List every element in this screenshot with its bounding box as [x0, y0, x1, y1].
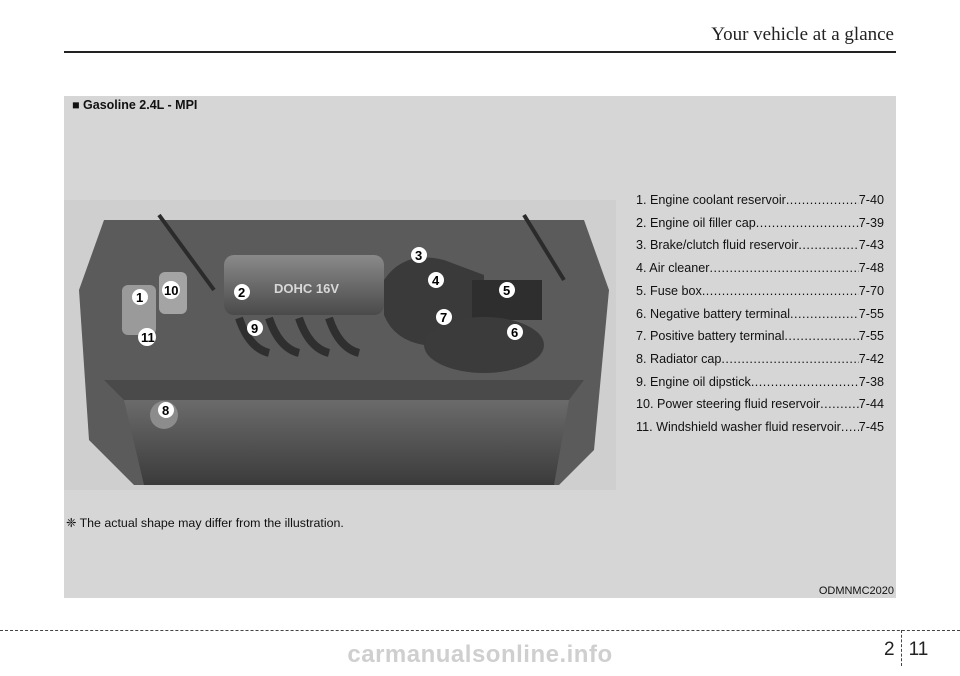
legend-item: 3. Brake/clutch fluid reservoir ..... 7-43	[636, 234, 884, 257]
chapter-number: 2	[884, 639, 895, 660]
legend-item: 11. Windshield washer fluid reservoir ..... 7-45	[636, 416, 884, 439]
svg-text:2: 2	[238, 285, 246, 300]
leader-dots	[798, 234, 858, 257]
callout-6	[507, 324, 523, 340]
callout-8	[158, 402, 174, 418]
callout-5	[499, 282, 515, 298]
page-number-value: 11	[908, 639, 929, 660]
legend-item: 10. Power steering fluid reservoir ..... 7-44	[636, 393, 884, 416]
radiator-support	[104, 380, 584, 400]
footer-divider	[0, 630, 960, 631]
callout-7	[436, 309, 452, 325]
component-legend	[636, 189, 884, 439]
radiator-cover	[124, 400, 569, 485]
svg-text:11: 11	[141, 330, 155, 345]
svg-text:7: 7	[440, 310, 448, 325]
legend-item: 2. Engine oil filler cap ..... 7-39	[636, 212, 884, 235]
leader-dots	[702, 280, 859, 303]
leader-dots	[756, 212, 859, 235]
header-divider	[64, 51, 896, 53]
svg-text:4: 4	[432, 273, 440, 288]
leader-dots	[751, 371, 859, 394]
leader-dots	[710, 257, 859, 280]
legend-item: 1. Engine coolant reservoir ..... 7-40	[636, 189, 884, 212]
svg-text:8: 8	[162, 403, 170, 418]
svg-text:3: 3	[415, 248, 423, 263]
engine-cover-text: DOHC 16V	[274, 281, 340, 296]
callout-2	[234, 284, 250, 300]
section-heading: ■ Gasoline 2.4L - MPI	[72, 98, 198, 112]
leader-dots	[841, 416, 859, 439]
callout-10	[162, 281, 180, 299]
svg-text:10: 10	[164, 283, 179, 298]
image-code: ODMNMC2020	[818, 585, 894, 597]
legend-item: 8. Radiator cap ..... 7-42	[636, 348, 884, 371]
battery	[424, 317, 544, 373]
leader-dots	[786, 189, 859, 212]
callout-3	[411, 247, 427, 263]
page-header-title: Your vehicle at a glance	[711, 24, 894, 45]
legend-item: 7. Positive battery terminal ..... 7-55	[636, 325, 884, 348]
legend-item: 9. Engine oil dipstick ..... 7-38	[636, 371, 884, 394]
svg-text:6: 6	[511, 325, 519, 340]
watermark-text: carmanualsonline.info	[347, 641, 613, 668]
callout-4	[428, 272, 444, 288]
leader-dots	[721, 348, 858, 371]
leader-dots	[820, 393, 859, 416]
engine-bay-illustration	[64, 200, 616, 490]
legend-item: 4. Air cleaner ..... 7-48	[636, 257, 884, 280]
svg-text:1: 1	[136, 290, 144, 305]
svg-text:5: 5	[503, 283, 511, 298]
callout-11	[138, 328, 156, 346]
illustration-note: ❈ The actual shape may differ from the illustration.	[66, 516, 344, 530]
legend-item: 5. Fuse box ..... 7-70	[636, 280, 884, 303]
callout-9	[247, 320, 263, 336]
legend-item: 6. Negative battery terminal ..... 7-55	[636, 303, 884, 326]
leader-dots	[790, 303, 859, 326]
svg-text:9: 9	[251, 321, 259, 336]
callout-1	[132, 289, 148, 305]
leader-dots	[784, 325, 858, 348]
